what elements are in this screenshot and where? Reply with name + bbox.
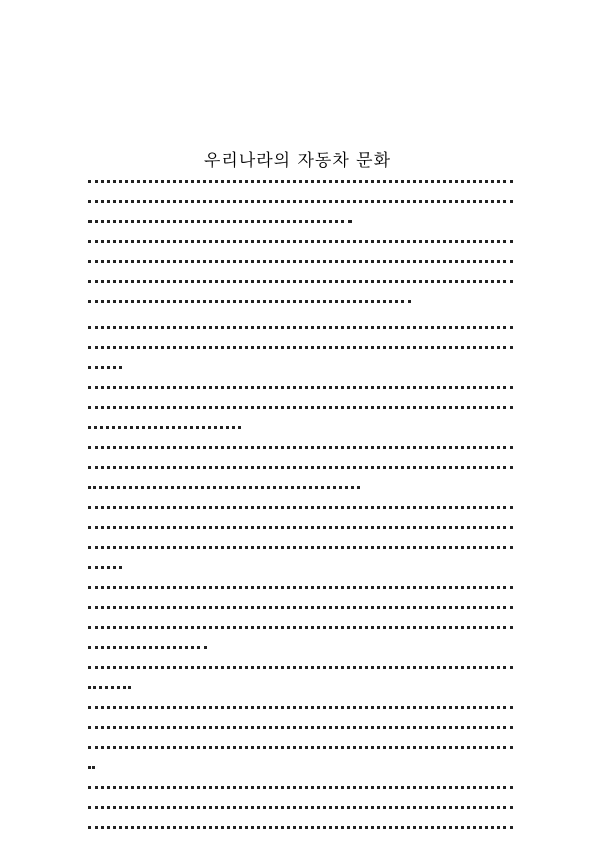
- text-line: [88, 646, 207, 655]
- paragraph: [88, 586, 513, 655]
- document-title: 우리나라의 자동차 문화: [203, 151, 392, 171]
- text-line: [88, 326, 513, 335]
- paragraph: [88, 386, 513, 435]
- text-line: [88, 526, 513, 535]
- text-line: [88, 586, 513, 595]
- paragraph: [88, 786, 513, 835]
- paragraph: [88, 506, 513, 575]
- text-line: [88, 466, 513, 475]
- text-line: [88, 486, 360, 495]
- text-line: [88, 406, 513, 415]
- text-line: [88, 366, 122, 375]
- text-line: [88, 806, 513, 815]
- text-line: [88, 240, 513, 249]
- text-line: [88, 200, 513, 209]
- text-line: [88, 706, 513, 715]
- paragraph: [88, 706, 513, 775]
- text-line: [88, 180, 513, 189]
- text-line: [88, 766, 92, 775]
- text-line: [88, 666, 513, 675]
- text-line: [88, 546, 513, 555]
- paragraph: [88, 326, 513, 375]
- text-line: [88, 506, 513, 515]
- document-body: [88, 180, 513, 846]
- paragraph: [88, 240, 513, 309]
- text-line: [88, 220, 352, 229]
- paragraph: [88, 180, 513, 229]
- text-line: [88, 386, 513, 395]
- text-line: [88, 746, 513, 755]
- text-line: [88, 686, 131, 695]
- paragraph: [88, 666, 513, 695]
- text-line: [88, 786, 513, 795]
- text-line: [88, 426, 241, 435]
- text-line: [88, 606, 513, 615]
- text-line: [88, 300, 411, 309]
- paragraph: [88, 446, 513, 495]
- text-line: [88, 446, 513, 455]
- text-line: [88, 826, 513, 835]
- text-line: [88, 626, 513, 635]
- text-line: [88, 726, 513, 735]
- text-line: [88, 280, 513, 289]
- text-line: [88, 260, 513, 269]
- text-line: [88, 346, 513, 355]
- text-line: [88, 566, 122, 575]
